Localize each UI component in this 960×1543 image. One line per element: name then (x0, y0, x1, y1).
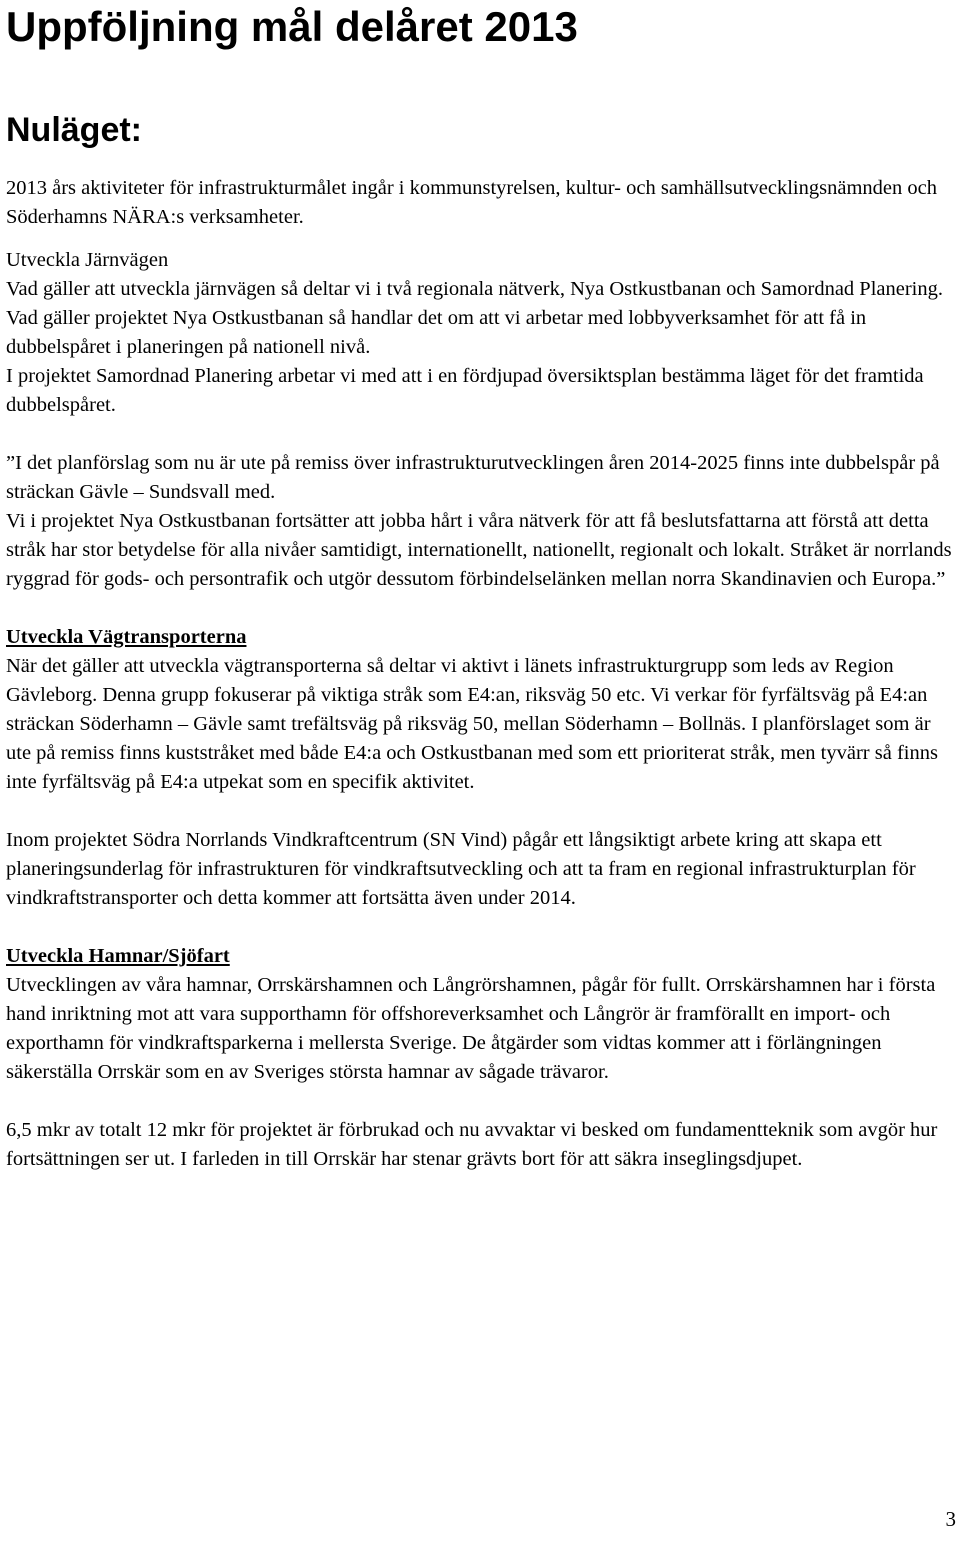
railway-paragraph-2: Vad gäller projektet Nya Ostkustbanan så handlar det om att vi arbetar med lobbyverksamhet för att få in dubbelspåret i planeringen på nationell nivå. (6, 307, 867, 358)
section-title: Nuläget: (6, 111, 142, 149)
document-body (6, 174, 954, 1174)
road-paragraph-2: Inom projektet Södra Norrlands Vindkraftcentrum (SN Vind) pågår ett långsiktigt arbete kring att skapa ett planeringsunderlag för infrastrukturen för vindkraftsutveckling och att ta fram en regional infrastrukturplan för vindkraftstransporter och detta kommer att fortsätta även under 2014. (6, 829, 916, 909)
intro-paragraph: 2013 års aktiviteter för infrastrukturmålet ingår i kommunstyrelsen, kultur- och samhällsutvecklingsnämnden och Söderhamns NÄRA:s verksamheter. (6, 177, 937, 228)
harbor-paragraph-2: 6,5 mkr av totalt 12 mkr för projektet är förbrukad och nu avvaktar vi besked om fundamentteknik som avgör hur fortsättningen ser ut. I farleden in till Orrskär har stenar grävts bort för att säkra inseglingsdjupet. (6, 1119, 938, 1170)
railway-quote-1: ”I det planförslag som nu är ute på remiss över infrastrukturutvecklingen åren 2014-2025 finns inte dubbelspår på sträckan Gävle – Sundsvall med. (6, 452, 940, 503)
harbor-paragraph-1: Utvecklingen av våra hamnar, Orrskärshamnen och Långrörshamnen, pågår för fullt. Orrskärshamnen har i första hand inriktning mot att vara supporthamn för offshoreverksamhet och Långrör är framförallt en import- och exporthamn för vindkraftsparkerna i mellersta Sverige. De åtgärder som vidtas kommer att i förlängningen säkerställa Orrskär som en av Sveriges största hamnar av sågade trävaror. (6, 974, 936, 1083)
harbor-heading: Utveckla Hamnar/Sjöfart (6, 945, 230, 967)
road-paragraph-1: När det gäller att utveckla vägtransporterna så deltar vi aktivt i länets infrastrukturgrupp som leds av Region Gävleborg. Denna grupp fokuserar på viktiga stråk som E4:an, riksväg 50 etc. Vi verkar för fyrfältsväg på E4:an sträckan Söderhamn – Gävle samt trefältsväg på riksväg 50, mellan Söderhamn – Bollnäs. I planförslaget som är ute på remiss finns kuststråket med både E4:a och Ostkustbanan med som ett prioriterat stråk, men tyvärr så finns inte fyrfältsväg på E4:a utpekat som en specifik aktivitet. (6, 655, 938, 793)
page-number: 3 (945, 1507, 956, 1531)
railway-heading: Utveckla Järnvägen (6, 249, 169, 271)
railway-paragraph-3: I projektet Samordnad Planering arbetar vi med att i en fördjupad översiktsplan bestämma läget för det framtida dubbelspåret. (6, 365, 924, 416)
document-title: Uppföljning mål delåret 2013 (6, 3, 578, 50)
road-heading: Utveckla Vägtransporterna (6, 626, 247, 648)
railway-paragraph-1: Vad gäller att utveckla järnvägen så deltar vi i två regionala nätverk, Nya Ostkustbanan och Samordnad Planering. (6, 278, 943, 300)
railway-quote-2: Vi i projektet Nya Ostkustbanan fortsätter att jobba hårt i våra nätverk för att få beslutsfattarna att förstå att detta stråk har stor betydelse för alla nivåer samtidigt, internationellt, nationellt, regionalt och lokalt. Stråket är norrlands ryggrad för gods- och persontrafik och utgör dessutom förbindelselänken mellan norra Skandinavien och Europa.” (6, 510, 952, 590)
